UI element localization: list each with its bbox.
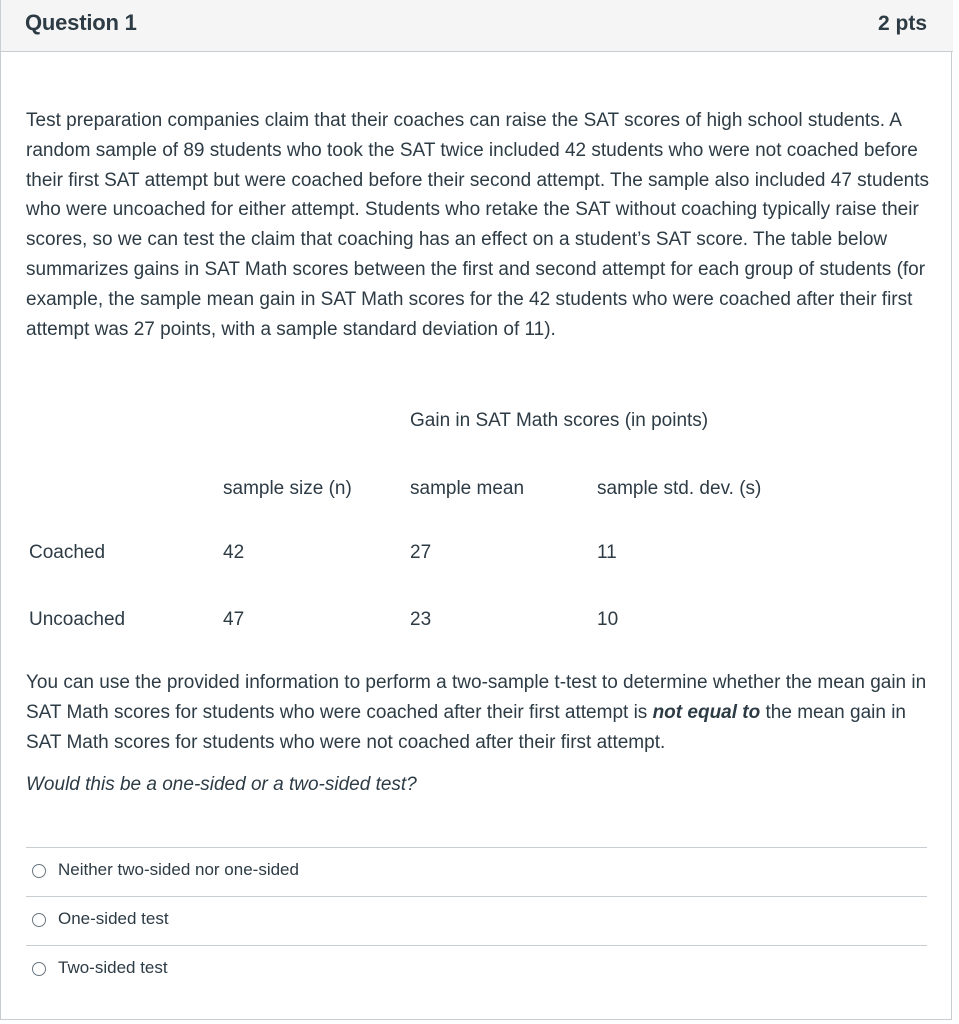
coached-sd: 11 — [597, 542, 617, 563]
table-caption: Gain in SAT Math scores (in points) — [410, 410, 709, 431]
answer-label[interactable]: Neither two-sided nor one-sided — [58, 860, 299, 879]
question-title: Question 1 — [25, 10, 137, 35]
uncoached-sd: 10 — [597, 609, 619, 630]
header-sample-mean: sample mean — [410, 478, 525, 499]
coached-mean: 27 — [410, 542, 432, 563]
answer-option-two-sided[interactable] — [26, 945, 927, 994]
followup-after: the mean gain in SAT Math scores for students who were not coached after their first attempt. — [26, 702, 906, 753]
answer-label[interactable]: One-sided test — [58, 909, 169, 928]
row-label-coached: Coached — [29, 542, 106, 563]
uncoached-n: 47 — [223, 609, 245, 630]
header-sample-size: sample size (n) — [223, 478, 352, 499]
question-text: Test preparation companies claim that their coaches can raise the SAT scores of high school students. A random sample of 89 students who took the SAT twice included 42 students who were not coached before their first SAT attempt but were coached before their second attempt. The sample also included 47 students who were uncoached for either attempt. Students who retake the SAT without coaching typically raise their scores, so we can test the claim that coaching has an effect on a student’s SAT score. The table below summarizes gains in SAT Math scores between the first and second attempt for each group of students (for example, the sample mean gain in SAT Math scores for the 42 students who were coached after their first attempt was 27 points, with a sample standard deviation of 11). — [26, 110, 930, 340]
answer-option-neither[interactable] — [26, 847, 927, 896]
row-label-uncoached: Uncoached — [29, 609, 126, 630]
question-prompt: Would this be a one-sided or a two-sided test? — [26, 774, 417, 795]
question-header — [1, 0, 953, 52]
followup-text — [26, 668, 931, 758]
header-sample-sd: sample std. dev. (s) — [597, 478, 762, 499]
coached-n: 42 — [223, 542, 245, 563]
question-points: 2 pts — [877, 12, 927, 35]
radio-button[interactable] — [32, 913, 46, 927]
followup-emphasis: not equal to — [652, 702, 761, 723]
answer-option-one-sided[interactable] — [26, 896, 927, 945]
uncoached-mean: 23 — [410, 609, 432, 630]
radio-button[interactable] — [32, 962, 46, 976]
answer-list — [26, 847, 927, 994]
answer-label[interactable]: Two-sided test — [58, 958, 168, 977]
followup-before: You can use the provided information to perform a two-sample t-test to determine whether the mean gain in SAT Math scores for students who were coached after their first attempt is — [26, 672, 927, 723]
radio-button[interactable] — [32, 864, 46, 878]
